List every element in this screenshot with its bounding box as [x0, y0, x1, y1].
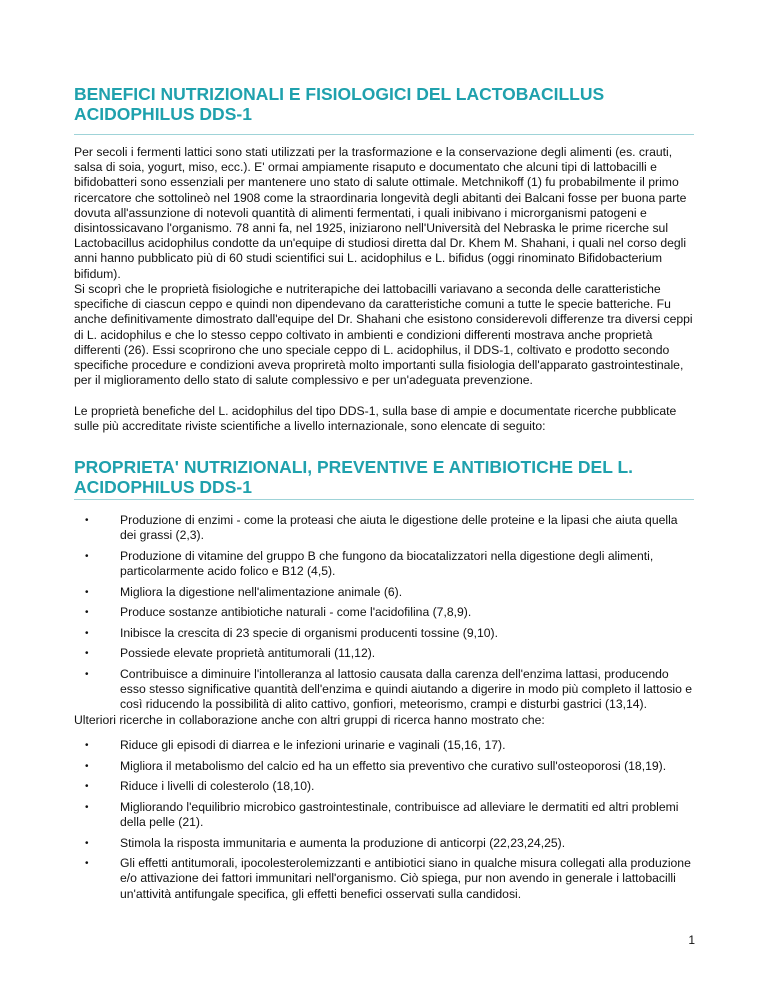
list-item: • Migliora il metabolismo del calcio ed ha un effetto sia preventivo che curativo sull'osteoporosi (18,19). — [85, 758, 667, 773]
further-research-intro: Ulteriori ricerche in collaborazione anche con altri gruppi di ricerca hanno mostrato che: — [74, 713, 545, 727]
bullet-icon: • — [85, 668, 89, 680]
list-item: • Produzione di vitamine del gruppo B che fungono da biocatalizzatori nella digestione degli alimenti, particolarmente acido folico e B12 (4,5). — [85, 548, 654, 578]
bullet-icon: • — [85, 586, 89, 598]
section-title: PROPRIETA' NUTRIZIONALI, PREVENTIVE E ANTIBIOTICHE DEL L. ACIDOPHILUS DDS-1 — [74, 457, 634, 497]
list-item: • Contribuisce a diminuire l'intolleranza al lattosio causata dalla carenza dell'enzima lattasi, producendo esso stesso significative quantità dell'enzima e quindi aiutando a digerire in modo più completo il lattosio e così riducendo la possibilità di alito cattivo, gonfiori, meteorismo, crampi e disturbi gastrici (13,14). — [85, 666, 693, 712]
section-divider — [74, 499, 694, 500]
list-item: • Inibisce la crescita di 23 specie di organismi producenti tossine (9,10). — [85, 625, 499, 640]
properties-list — [74, 513, 694, 718]
summary-paragraph: Le proprietà benefiche del L. acidophilus del tipo DDS-1, sulla base di ampie e documentate ricerche pubblicate sulle più accreditate riviste scientifiche a livello internazionale, sono elencate di seguito: — [74, 404, 677, 434]
title-divider — [74, 134, 694, 135]
bullet-icon: • — [85, 781, 89, 793]
intro-paragraph: Per secoli i fermenti lattici sono stati utilizzati per la trasformazione e la conservazione degli alimenti (es. crauti, salsa di soia, yogurt, miso, ecc.). E' ormai ampiamente risaputo e documentato che alcuni tipi di lattobacilli e bifidobatteri sono essenziali per mantenere uno stato di salute ottimale. Metchnikoff (1) fu probabilmente il primo ricercatore che sottolineò nel 1908 come la straordinaria longevità degli abitanti dei Balcani fosse per buona parte dovuta all'assunzione di notevoli quantità di alimenti fermentati, i quali inibivano i microrganismi patogeni e disintossicavano l'organismo. 78 anni fa, nel 1925, iniziarono nell'Università del Nebraska le prime ricerche sul Lactobacillus acidophilus condotte da un'equipe di studiosi diretta dal Dr. Khem M. Shahani, i quali nel corso degli anni hanno pubblicato più di 60 studi scientifici sui L. acidophilus e L. bifidus (oggi rinominato Bifidobacterium bifidum). — [74, 145, 687, 281]
document-title: BENEFICI NUTRIZIONALI E FISIOLOGICI DEL LACTOBACILLUS ACIDOPHILUS DDS-1 — [74, 84, 605, 124]
strains-paragraph: Si scoprì che le proprietà fisiologiche e nutriterapiche dei lattobacilli variavano a seconda delle caratteristiche specifiche di ciascun ceppo e quindi non dipendevano da caratteristiche comuni a tutte le specie batteriche. Fu anche definitivamente dimostrato dall'equipe del Dr. Shahani che esistono considerevoli differenze tra diversi ceppi di L. acidophilus e che lo stesso ceppo coltivato in ambienti e condizioni differenti mostrava anche proprietà differenti (26). Essi scoprirono che uno speciale ceppo di L. acidophilus, il DDS-1, coltivato e prodotto secondo specifiche procedure e condizioni aveva propriretà molto importanti sulla fisiologia dell'apparato gastrointestinale, per il miglioramento dello stato di salute complessivo e per un'adeguata prevenzione. — [74, 282, 693, 388]
further-findings-list — [74, 738, 694, 907]
list-item: • Riduce i livelli di colesterolo (18,10). — [85, 779, 315, 794]
list-item: • Stimola la risposta immunitaria e aumenta la produzione di anticorpi (22,23,24,25). — [85, 835, 566, 850]
bullet-icon: • — [85, 837, 89, 849]
list-item: • Migliorando l'equilibrio microbico gastrointestinale, contribuisce ad alleviare le dermatiti ed altri problemi della pelle (21). — [85, 799, 679, 829]
bullet-icon: • — [85, 607, 89, 619]
bullet-icon: • — [85, 740, 89, 751]
bullet-icon: • — [85, 801, 89, 813]
bullet-icon: • — [85, 858, 89, 870]
list-item: • Migliora la digestione nell'alimentazione animale (6). — [85, 584, 403, 599]
bullet-icon: • — [85, 627, 89, 639]
list-item: • Gli effetti antitumorali, ipocolesterolemizzanti e antibiotici siano in qualche misura collegati alla produzione e/o attivazione dei fattori immunitari nell'organismo. Ciò spiega, pur non avendo in generale i lattobacilli un'attività antifungale specifica, gli effetti benefici osservati sulla candidosi. — [85, 856, 691, 901]
list-item: • Produce sostanze antibiotiche naturali - come l'acidofilina (7,8,9). — [85, 605, 472, 620]
bullet-icon: • — [85, 648, 89, 660]
bullet-icon: • — [85, 550, 89, 562]
bullet-icon: • — [85, 760, 89, 772]
list-item: • Produzione di enzimi - come la proteasi che aiuta le digestione delle proteine e la lipasi che aiuta quella dei grassi (2,3). — [85, 513, 678, 543]
page-number: 1 — [688, 933, 695, 947]
list-item: • Possiede elevate proprietà antitumorali (11,12). — [85, 646, 376, 661]
list-item: • Riduce gli episodi di diarrea e le infezioni urinarie e vaginali (15,16, 17). — [85, 738, 506, 752]
bullet-icon: • — [85, 515, 89, 526]
